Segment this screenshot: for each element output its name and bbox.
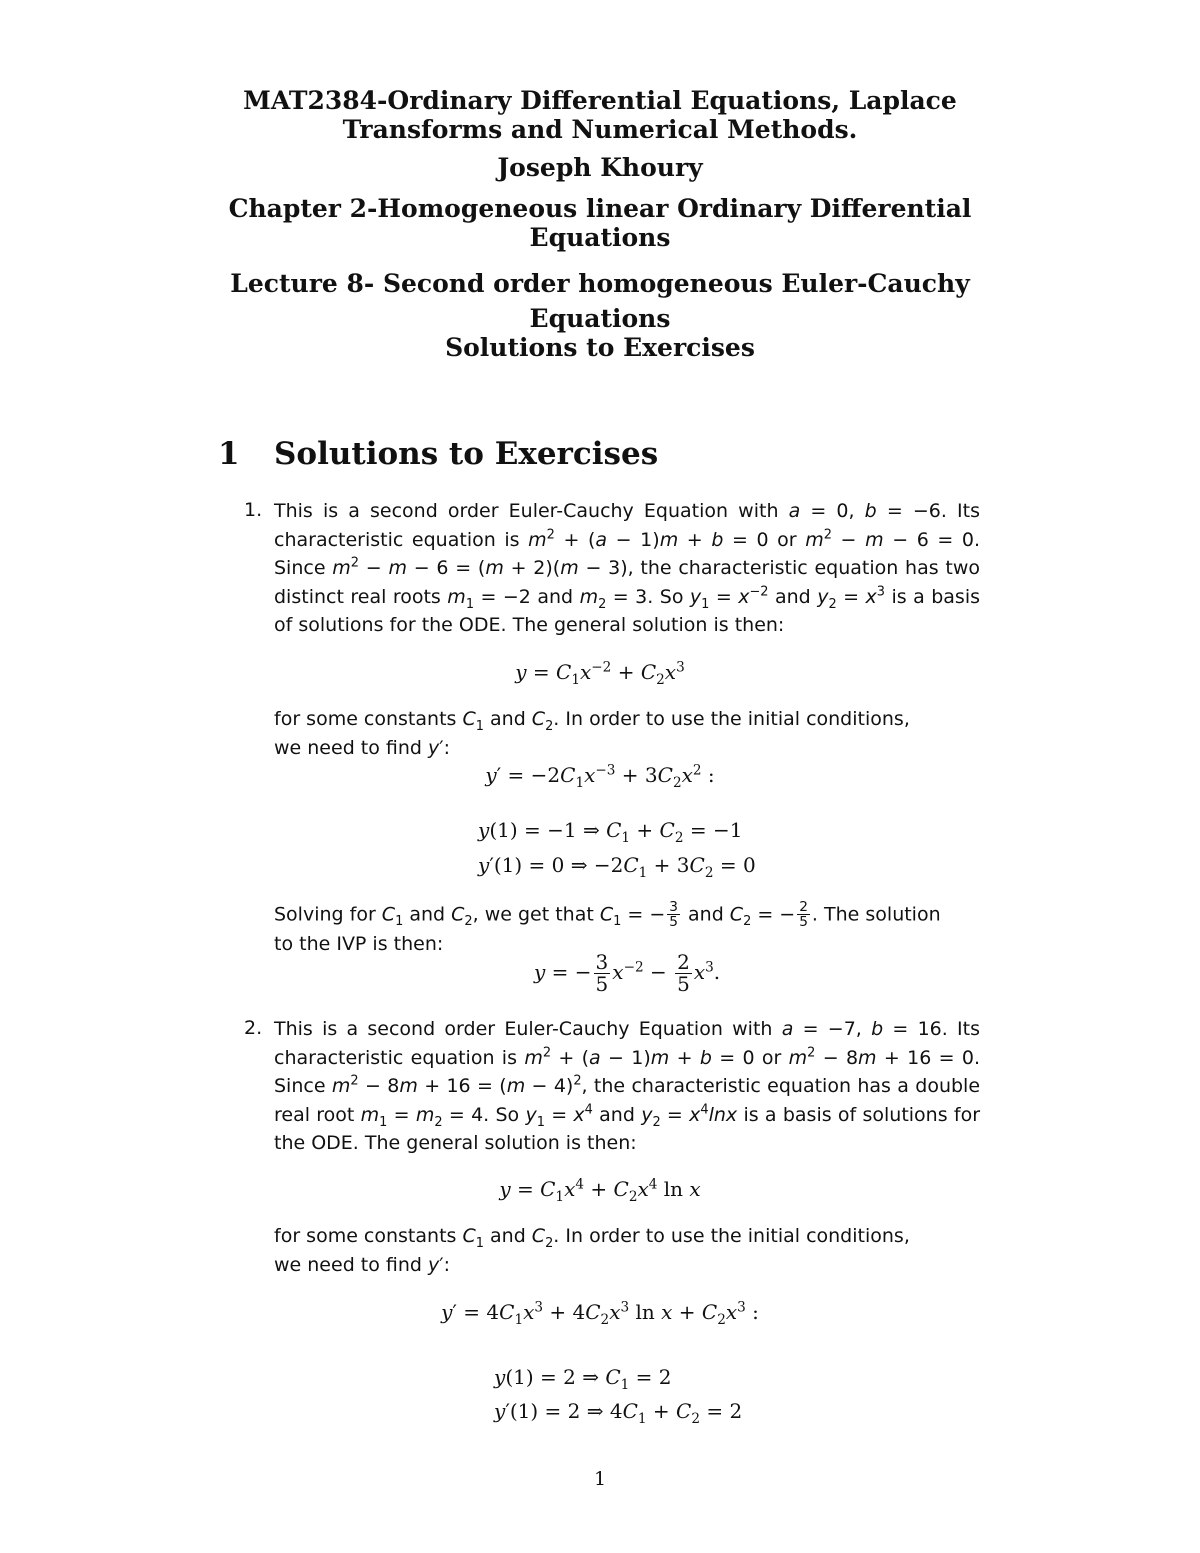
author: Joseph Khoury xyxy=(497,153,703,182)
chapter-line-1: Chapter 2-Homogeneous linear Ordinary Differential xyxy=(228,194,972,223)
title-line-1: MAT2384-Ordinary Differential Equations, Laplace xyxy=(243,86,957,115)
item-2-paragraph: This is a second order Euler-Cauchy Equation with a = −7, b = 16. Its characteristic equation is $m^2 + (a - 1)m + b = 0$ or $m^2 - 8m + 16 = 0$. Since $m^2 - 8m + 16 = (m - 4)^2$, the characteristic equation has a double real root $m_1 = m_2 = 4$. So $y_1 = x^4$ and $y_2 = x^4\ln x$ is a basis of solutions for the ODE. The general solution is then: xyxy=(274,1018,981,1155)
item-1-ivp-text: to the IVP is then: xyxy=(274,932,444,955)
item-2-initial-text: In order to use the initial conditions, xyxy=(565,1225,910,1247)
page-number: 1 xyxy=(593,1468,607,1490)
item-1-general-solution-eq: $y = C_1x^{-2} + C_2x^3$ xyxy=(515,659,685,688)
item-2-constants-paragraph: for some constants $C_1$ and $C_2$. In order to use the initial conditions, we need to find y′: xyxy=(274,1225,910,1276)
document-title xyxy=(0,86,1200,144)
item-1-ivp-solution-eq: y = − $\frac{3}{5}$ $x^{-2}$ − $\frac{2}{5}$ $x^3$. xyxy=(534,950,721,996)
item-2-derivative-eq: $y' = 4C_1x^3 + 4C_2x^3$ $\ln x + C_2x^3$ : xyxy=(441,1299,759,1328)
section-title: Solutions to Exercises xyxy=(274,436,659,472)
section-heading xyxy=(218,436,658,472)
item-1-solve-paragraph: Solving for $C_1$ and $C_2$, we get that $C_1$ = − $\frac{3}{5}$ and $C_2$ = − $\frac{2}{5}$ . The solution to the IVP is then: xyxy=(274,899,941,955)
item-1-constants-paragraph: for some constants $C_1$ and $C_2$. In order to use the initial conditions, we need to find y′: xyxy=(274,708,910,759)
item-1-marker: 1. xyxy=(244,499,263,521)
lecture-line-3: Solutions to Exercises xyxy=(445,333,755,362)
item-1-general-solution-text: is a basis of solutions for the ODE. The general solution is then: xyxy=(274,585,980,637)
lecture-line-2: Equations xyxy=(529,304,671,333)
item-2-marker: 2. xyxy=(244,1017,263,1039)
title-line-2: Transforms and Numerical Methods. xyxy=(342,115,858,144)
item-1-initial-text: In order to use the initial conditions, xyxy=(565,708,910,730)
item-2-ic-eq-2: y′(1) = 2 ⇒ $4C_1 + C_2 = 2$ xyxy=(494,1399,743,1427)
item-2-ic-eq-1: y(1) = 2 ⇒ $C_1 = 2$ xyxy=(494,1365,672,1393)
chapter-line-2: Equations xyxy=(529,223,671,252)
item-1-paragraph: This is a second order Euler-Cauchy Equation with a = 0, b = −6. Its characteristic equation is $m^2 + (a - 1)m + b = 0$ or $m^2 - m - 6 = 0$. Since $m^2 - m - 6 = (m + 2)(m - 3)$, the characteristic equation has two distinct real roots $m_1 = -2$ and $m_2 = 3$. So $y_1 = x^{-2}$ and $y_2 = x^3$ is a basis of solutions for the ODE. The general solution is then: xyxy=(274,500,981,637)
item-2-need-text: we need to find xyxy=(274,1253,422,1276)
item-1-need-text: we need to find xyxy=(274,736,422,759)
item-1-solution-text: The solution xyxy=(824,903,941,926)
section-number: 1 xyxy=(218,436,240,472)
lecture-title xyxy=(0,269,1200,362)
item-2-constants-text: for some constants xyxy=(274,1225,457,1247)
item-1-ic-eq-2: y′(1) = 0 ⇒ $-2C_1 + 3C_2 = 0$ xyxy=(478,853,756,881)
item-1-constants-text: for some constants xyxy=(274,708,457,730)
chapter-title xyxy=(0,194,1200,252)
item-1-derivative-eq: $y' = -2C_1x^{-3} + 3C_2x^2$ : xyxy=(485,762,715,791)
lecture-line-1: Lecture 8- Second order homogeneous Euler-Cauchy xyxy=(230,269,970,298)
item-1-ic-eq-1: y(1) = −1 ⇒ $C_1 + C_2 = -1$ xyxy=(478,818,743,846)
item-2-general-solution-eq: $y = C_1x^4 + C_2x^4$ ln x xyxy=(499,1176,701,1205)
